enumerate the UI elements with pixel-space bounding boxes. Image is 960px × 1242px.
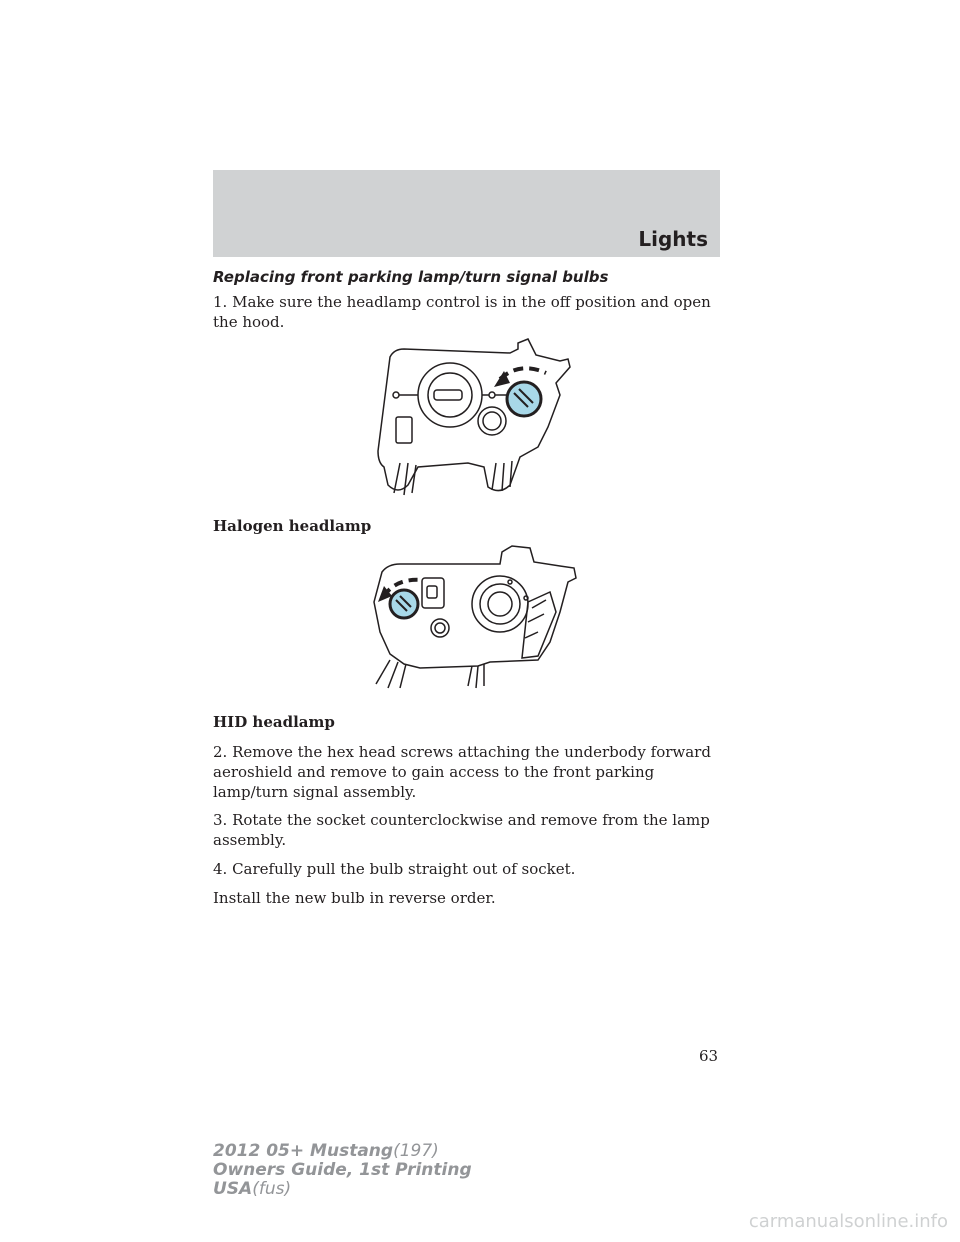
- closing-instruction: Install the new bulb in reverse order.: [213, 889, 496, 907]
- footer-model-code: (197): [393, 1141, 439, 1161]
- footer-print-info: [213, 1142, 472, 1199]
- watermark: carmanualsonline.info: [748, 1211, 948, 1232]
- page-heading: Replacing front parking lamp/turn signal bulbs: [213, 268, 609, 286]
- step-3: 3. Rotate the socket counterclockwise and remove from the lamp assembly.: [213, 811, 710, 849]
- step-4: 4. Carefully pull the bulb straight out of socket.: [213, 860, 576, 878]
- footer-market: USA: [213, 1179, 253, 1199]
- footer-guide: Owners Guide, 1st Printing: [213, 1160, 472, 1180]
- footer-market-code: (fus): [252, 1179, 292, 1199]
- section-header-band: [213, 170, 720, 257]
- page-number: 63: [699, 1047, 719, 1065]
- step-1: 1. Make sure the headlamp control is in the off position and open the hood.: [213, 293, 711, 331]
- footer-model: 2012 05+ Mustang: [213, 1141, 394, 1161]
- halogen-headlamp-diagram: [360, 335, 580, 500]
- figure-caption-halogen: Halogen headlamp: [213, 517, 372, 535]
- section-title: Lights: [638, 227, 708, 251]
- figure-caption-hid: HID headlamp: [213, 713, 335, 731]
- hid-headlamp-diagram: [360, 542, 585, 692]
- step-2: 2. Remove the hex head screws attaching the underbody forward aeroshield and remove to gain access to the front parking lamp/turn signal assembly.: [213, 743, 711, 801]
